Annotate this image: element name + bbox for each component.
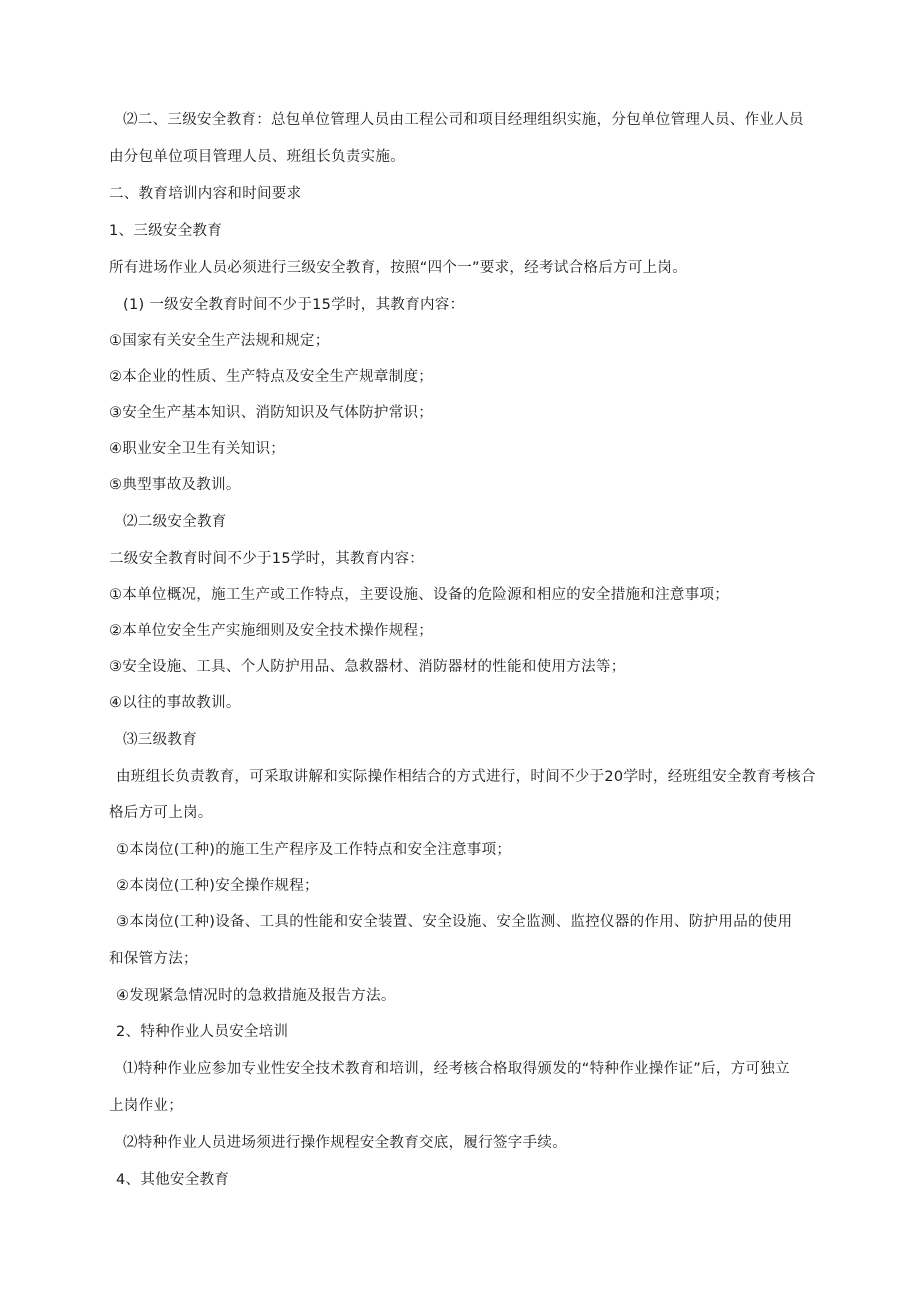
list-item: ②本岗位(工种)安全操作规程； bbox=[116, 878, 319, 894]
list-item: ③安全生产基本知识、消防知识及气体防护常识； bbox=[109, 405, 434, 421]
subsection-heading: 2、特种作业人员安全培训 bbox=[116, 1024, 289, 1040]
list-item: ①本岗位(工种)的施工生产程序及工作特点和安全注意事项； bbox=[116, 842, 512, 858]
list-item: ②本单位安全生产实施细则及安全技术操作规程； bbox=[109, 623, 434, 639]
paragraph-line-20: 格后方可上岗。 bbox=[109, 805, 213, 821]
list-item: ④以往的事故教训。 bbox=[109, 695, 241, 711]
subheading: ⑵二级安全教育 bbox=[123, 514, 227, 530]
paragraph-line-29: ⑵特种作业人员进场须进行操作规程安全教育交底，履行签字手续。 bbox=[123, 1135, 567, 1151]
list-item: ⑤典型事故及教训。 bbox=[109, 477, 241, 493]
list-item: ④职业安全卫生有关知识； bbox=[109, 441, 286, 457]
section-heading: 二、教育培训内容和时间要求 bbox=[109, 186, 302, 202]
paragraph-line-28: 上岗作业； bbox=[109, 1098, 183, 1114]
paragraph-line-19: 由班组长负责教育，可采取讲解和实际操作相结合的方式进行，时间不少于20学时，经班组安全教育考核合 bbox=[116, 769, 816, 785]
paragraph-line-13: 二级安全教育时间不少于15学时，其教育内容： bbox=[109, 551, 425, 567]
paragraph-line-1: ⑵二、三级安全教育：总包单位管理人员由工程公司和项目经理组织实施，分包单位管理人员、作业人员 bbox=[123, 112, 804, 128]
paragraph-line-6: (1) 一级安全教育时间不少于15学时，其教育内容： bbox=[123, 297, 465, 313]
paragraph-line-5: 所有进场作业人员必须进行三级安全教育，按照“四个一”要求，经考试合格后方可上岗。 bbox=[109, 260, 688, 276]
list-item: ②本企业的性质、生产特点及安全生产规章制度； bbox=[109, 369, 434, 385]
paragraph-line-27: ⑴特种作业应参加专业性安全技术教育和培训，经考核合格取得颁发的“特种作业操作证”后，方可独立 bbox=[123, 1061, 790, 1077]
subsection-heading: 1、三级安全教育 bbox=[109, 223, 223, 239]
paragraph-line-2: 由分包单位项目管理人员、班组长负责实施。 bbox=[109, 149, 405, 165]
list-item: ①国家有关安全生产法规和规定； bbox=[109, 333, 330, 349]
list-item: ①本单位概况，施工生产或工作特点，主要设施、设备的危险源和相应的安全措施和注意事项； bbox=[109, 587, 730, 603]
list-item: ③安全设施、工具、个人防护用品、急救器材、消防器材的性能和使用方法等； bbox=[109, 659, 626, 675]
list-item: ④发现紧急情况时的急救措施及报告方法。 bbox=[116, 988, 396, 1004]
paragraph-line-24: 和保管方法； bbox=[109, 951, 198, 967]
subsection-heading: 4、其他安全教育 bbox=[116, 1172, 230, 1188]
list-item: ③本岗位(工种)设备、工具的性能和安全装置、安全设施、安全监测、监控仪器的作用、防护用品的使用 bbox=[116, 914, 793, 930]
subheading: ⑶三级教育 bbox=[123, 732, 197, 748]
